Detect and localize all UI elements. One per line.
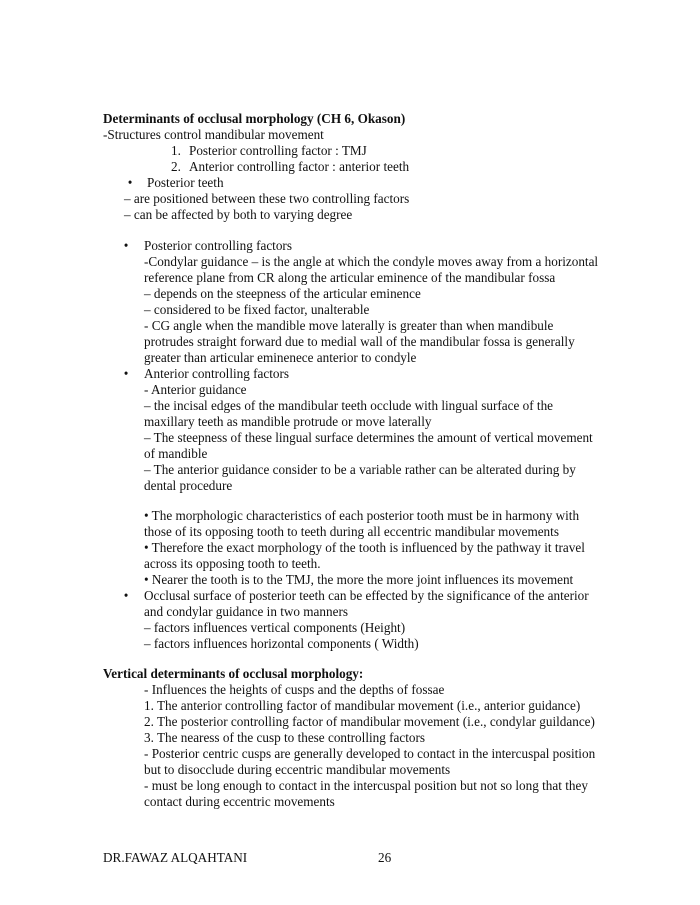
text-line: • Nearer the tooth is to the TMJ, the more the more joint influences its movement (144, 572, 574, 587)
text-line: – factors influences vertical components (Height) (144, 620, 406, 635)
text-line: – can be affected by both to varying degree (124, 207, 353, 222)
list-number: 1. (171, 143, 181, 158)
bullet-label: Posterior controlling factors (144, 238, 292, 253)
list-number: 2. (171, 159, 181, 174)
text-line: 2. The posterior controlling factor of mandibular movement (i.e., condylar guildance) (144, 714, 595, 729)
text-line: - must be long enough to contact in the intercuspal position but not so long that they (144, 778, 588, 793)
text-line: – considered to be fixed factor, unalterable (144, 302, 370, 317)
text-line: maxillary teeth as mandible protrude or move laterally (144, 414, 432, 429)
text-line: • Therefore the exact morphology of the tooth is influenced by the pathway it travel (144, 540, 585, 555)
list-item: Anterior controlling factor : anterior teeth (189, 159, 410, 174)
text-line: 1. The anterior controlling factor of mandibular movement (i.e., anterior guidance) (144, 698, 581, 713)
text-line: - Anterior guidance (144, 382, 247, 397)
text-line: – The steepness of these lingual surface determines the amount of vertical movement (144, 430, 593, 445)
text-line: – factors influences horizontal components ( Width) (144, 636, 419, 651)
text-line: reference plane from CR along the articular eminence of the mandibular fossa (144, 270, 556, 285)
text-line: – The anterior guidance consider to be a variable rather can be alterated during by (144, 462, 576, 477)
bullet-icon: • (123, 588, 129, 603)
text-line: those of its opposing tooth to teeth during all eccentric mandibular movements (144, 524, 559, 539)
text-line: greater than articular eminenece anterior to condyle (144, 350, 417, 365)
bullet-icon: • (123, 366, 129, 381)
text-line: -Condylar guidance – is the angle at which the condyle moves away from a horizontal (144, 254, 599, 269)
list-item: Posterior controlling factor : TMJ (189, 143, 367, 158)
page-number: 26 (378, 850, 392, 865)
text-line: 3. The nearess of the cusp to these controlling factors (144, 730, 426, 745)
section-heading: Vertical determinants of occlusal morphology: (103, 666, 364, 681)
bullet-label: Posterior teeth (147, 175, 224, 190)
text-line: – are positioned between these two controlling factors (124, 191, 410, 206)
text-line: • The morphologic characteristics of each posterior tooth must be in harmony with (144, 508, 580, 523)
text-line: - Influences the heights of cusps and the depths of fossae (144, 682, 445, 697)
text-line: - Posterior centric cusps are generally developed to contact in the intercuspal position (144, 746, 596, 761)
bullet-icon: • (123, 238, 129, 253)
footer-author: DR.FAWAZ ALQAHTANI (103, 850, 248, 865)
bullet-label: Anterior controlling factors (144, 366, 290, 381)
text-line: – depends on the steepness of the articular eminence (144, 286, 421, 301)
text-line: protrudes straight forward due to medial wall of the mandibular fossa is generally (144, 334, 575, 349)
text-line: but to disocclude during eccentric mandibular movements (144, 762, 451, 777)
text-line: across its opposing tooth to teeth. (144, 556, 321, 571)
text-line: - CG angle when the mandible move laterally is greater than when mandibule (144, 318, 554, 333)
text-line: – the incisal edges of the mandibular teeth occlude with lingual surface of the (144, 398, 554, 413)
bullet-icon: • (127, 175, 133, 190)
bullet-label: Occlusal surface of posterior teeth can be effected by the significance of the anterior (144, 588, 589, 603)
intro-line: -Structures control mandibular movement (103, 127, 324, 142)
text-line: dental procedure (144, 478, 233, 493)
text-line: of mandible (144, 446, 208, 461)
text-line: and condylar guidance in two manners (144, 604, 348, 619)
section-title: Determinants of occlusal morphology (CH 6, Okason) (103, 111, 406, 126)
text-line: contact during eccentric movements (144, 794, 335, 809)
